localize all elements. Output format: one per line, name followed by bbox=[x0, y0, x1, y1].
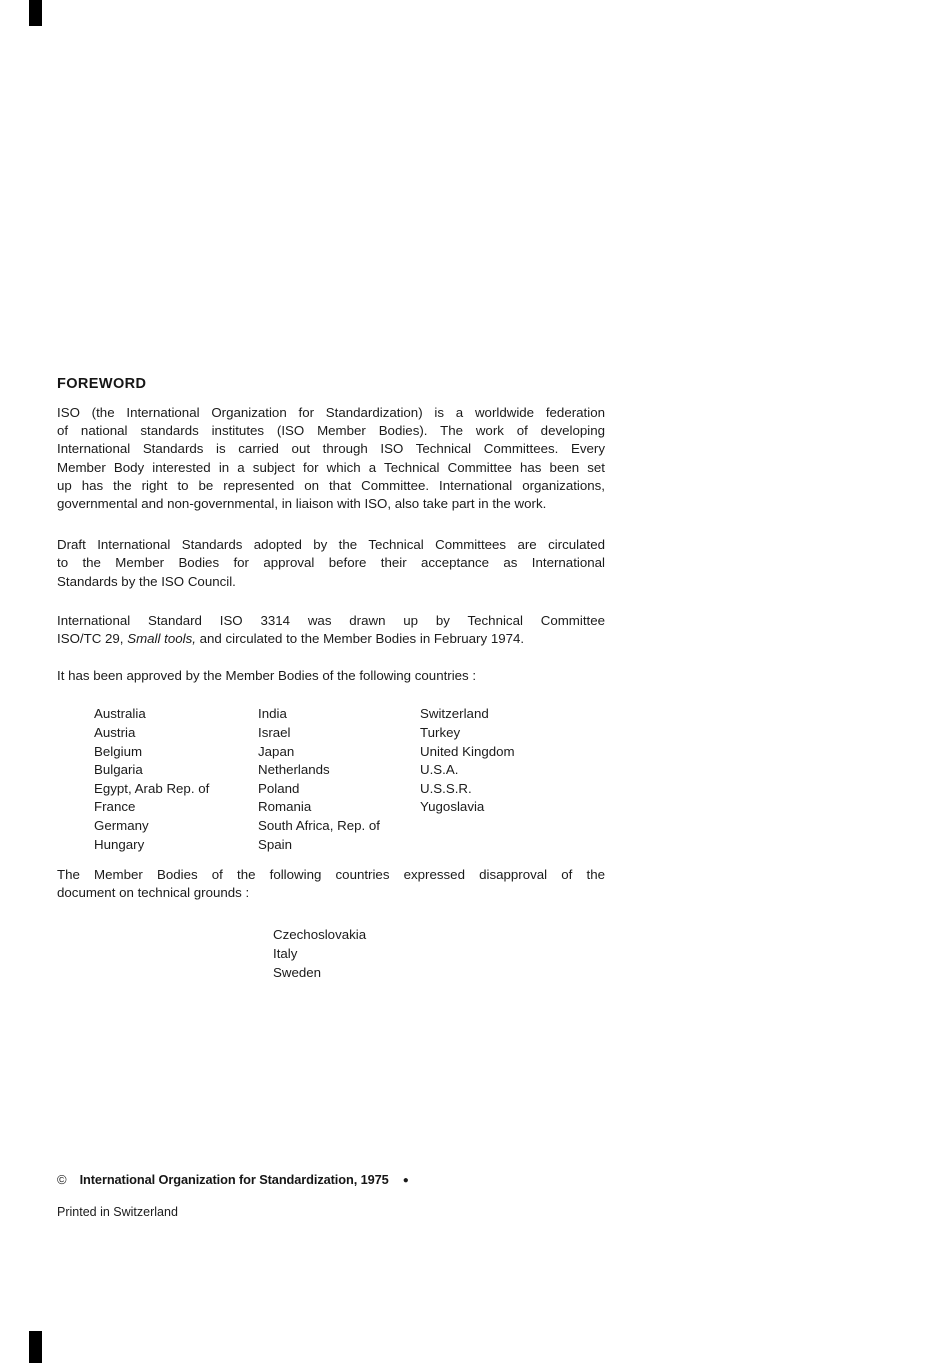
text-line: ISO (the International Organization for Standardization) is a worldwide federation bbox=[57, 405, 605, 420]
text-line: International Standard ISO 3314 was drawn up by Technical Committee bbox=[57, 612, 605, 628]
country-item: Belgium bbox=[94, 743, 143, 759]
country-item: France bbox=[94, 799, 136, 815]
text-segment: ISO/TC 29, bbox=[57, 631, 128, 647]
country-item: Romania bbox=[258, 799, 312, 815]
text-line: International Standards is carried out through ISO Technical Committees. Every bbox=[57, 441, 605, 457]
country-item: Yugoslavia bbox=[420, 799, 485, 815]
country-column-1 bbox=[94, 705, 258, 854]
country-item: Turkey bbox=[420, 725, 461, 741]
text-line: to the Member Bodies for approval before their acceptance as International bbox=[57, 555, 605, 571]
disapproving-countries-list bbox=[57, 925, 605, 982]
copyright-text: International Organization for Standardization, 1975 bbox=[79, 1172, 389, 1187]
foreword-heading: FOREWORD bbox=[57, 376, 147, 392]
text-line: of national standards institutes (ISO Member Bodies). The work of developing bbox=[57, 423, 605, 439]
text-line: The Member Bodies of the following countries expressed disapproval of the bbox=[57, 867, 605, 883]
printed-in-text: Printed in Switzerland bbox=[57, 1205, 178, 1219]
text-line: up has the right to be represented on that Committee. International organizations, bbox=[57, 477, 605, 493]
text-line: document on technical grounds : bbox=[57, 885, 250, 901]
paragraph-standard-origin bbox=[57, 612, 605, 648]
country-item: South Africa, Rep. of bbox=[258, 818, 380, 833]
scan-edge-mark-bottom bbox=[29, 1331, 42, 1363]
country-item: Bulgaria bbox=[94, 762, 143, 778]
page-footer bbox=[57, 1172, 617, 1219]
approved-countries-list bbox=[57, 705, 605, 854]
country-item: Poland bbox=[258, 780, 300, 796]
country-item: Hungary bbox=[94, 836, 145, 852]
country-column-2 bbox=[258, 705, 420, 854]
country-item: India bbox=[258, 706, 287, 722]
text-line: Standards by the ISO Council. bbox=[57, 573, 236, 589]
text-line: Member Body interested in a subject for which a Technical Committee has been set bbox=[57, 459, 605, 475]
paragraph-draft-standards bbox=[57, 536, 605, 591]
country-column-3 bbox=[420, 705, 605, 854]
text-line: Draft International Standards adopted by the Technical Committees are circulated bbox=[57, 537, 605, 553]
text-segment: and circulated to the Member Bodies in February 1974. bbox=[195, 631, 525, 647]
text-segment-italic: Small tools, bbox=[127, 631, 196, 647]
country-item: Japan bbox=[258, 743, 295, 759]
country-item: Germany bbox=[94, 818, 149, 833]
country-item: Sweden bbox=[273, 964, 322, 980]
country-item: U.S.S.R. bbox=[420, 780, 472, 796]
country-item: Italy bbox=[273, 945, 298, 961]
paragraph-iso-description bbox=[57, 404, 605, 513]
country-item: Austria bbox=[94, 725, 136, 741]
foreword-section bbox=[57, 376, 605, 982]
country-item: Egypt, Arab Rep. of bbox=[94, 780, 210, 796]
country-item: Switzerland bbox=[420, 706, 489, 722]
copyright-line bbox=[57, 1172, 617, 1187]
bullet-icon: ● bbox=[402, 1175, 409, 1186]
country-item: Czechoslovakia bbox=[273, 926, 367, 942]
country-item: Netherlands bbox=[258, 762, 330, 778]
paragraph-approval-intro: It has been approved by the Member Bodies of the following countries : bbox=[57, 668, 477, 684]
copyright-icon: © bbox=[57, 1172, 67, 1187]
scan-edge-mark-top bbox=[29, 0, 42, 26]
country-item: Spain bbox=[258, 836, 293, 852]
paragraph-disapproval-intro bbox=[57, 866, 605, 902]
country-item: Israel bbox=[258, 725, 291, 741]
country-item: Australia bbox=[94, 706, 146, 722]
country-item: U.S.A. bbox=[420, 762, 459, 778]
country-item: United Kingdom bbox=[420, 743, 515, 759]
text-line bbox=[57, 630, 605, 648]
text-line: governmental and non-governmental, in liaison with ISO, also take part in the work. bbox=[57, 496, 547, 512]
